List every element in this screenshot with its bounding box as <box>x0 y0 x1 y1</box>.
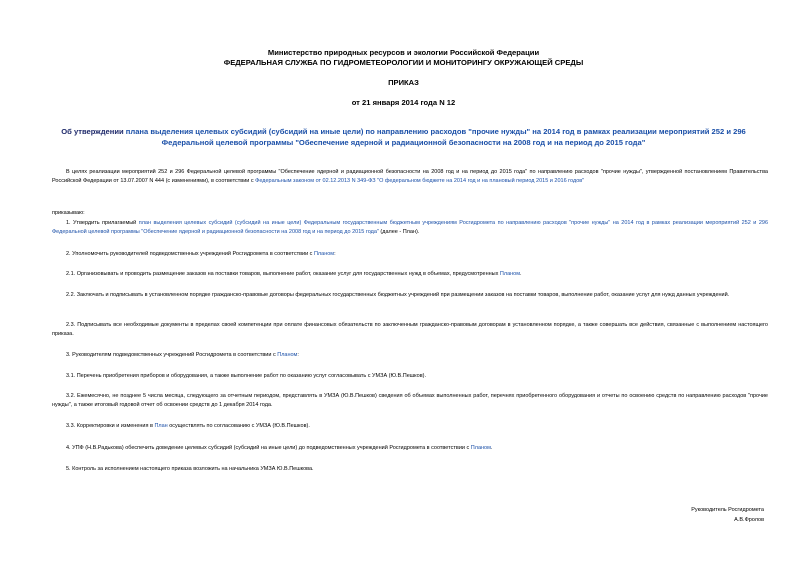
plan-link-2-1[interactable]: Планом <box>499 271 521 277</box>
document-type: ПРИКАЗ <box>388 78 419 87</box>
paragraph-2-1-tail: . <box>520 271 522 277</box>
order-word: приказываю: <box>52 210 85 216</box>
paragraph-1 <box>52 219 768 236</box>
paragraph-3-2: 3.2. Ежемесячно, не позднее 5 числа месяца, следующего за отчетным периодом, представлять в УМЗА (Ю.В.Пешков) сведения об объемах выполненных работ, перечнях приобретенного оборудования и отчеты по освоению средств по направлению расходов "прочие нужды", а также итоговый годовой отчет об освоении средств до 1 декабря 2014 года. <box>52 393 768 408</box>
paragraph-2-3: 2.3. Подписывать все необходимые документы в пределах своей компетенции при оплате финансовых обязательств по заключенным гражданско-правовым договорам в установленном порядке, а также совершать все действия, связанные с выполнением настоящего приказа. <box>52 322 768 337</box>
ministry-name: Министерство природных ресурсов и экологии Российской Федерации <box>267 48 540 57</box>
paragraph-4-tail: . <box>490 445 493 451</box>
paragraph-2-2: 2.2. Заключать и подписывать в установленном порядке гражданско-правовые договоры федеральных государственных бюджетных учреждений при размещении заказов на поставки товаров, выполнение работ, оказание услуг для нужд данных учреждений. <box>66 292 730 298</box>
signature-name: А.В.Фролов <box>734 517 764 523</box>
federal-law-link[interactable]: Федеральным законом от 02.12.2013 N 349-ФЗ "О федеральном бюджете на 2014 год и на плановый период 2015 и 2016 годов" <box>255 177 585 184</box>
paragraph-5: 5. Контроль за исполнением настоящего приказа возложить на начальника УМЗА Ю.В.Пешкова. <box>66 466 314 472</box>
plan-link-2[interactable]: Планом <box>313 251 335 257</box>
paragraph-4 <box>52 444 768 453</box>
paragraph-3 <box>52 351 768 360</box>
paragraph-3-3-tail: осуществлять по согласованию с УМЗА (Ю.В.Пешков). <box>167 423 310 429</box>
intro-text: В целях реализации мероприятий 252 и 296 Федеральной целевой программы "Обеспечение ядерной и радиационной безопасности на 2008 год и на период до 2015 года" по направлению расходов "прочие нужды", утвержденной постановлением Правительства Российской Федерации от 13.07.2007 N 444 (с изменениями), в соответствии с <box>52 169 768 184</box>
title-prefix: Об утверждении <box>61 127 126 136</box>
paragraph-3-3-text: 3.3. Корректировки и изменения в <box>66 423 155 429</box>
paragraph-2-text: 2. Уполномочить руководителей подведомственных учреждений Росгидромета в соответствии с <box>66 251 314 257</box>
signature-position: Руководитель Росгидромета <box>691 507 764 513</box>
paragraph-2 <box>52 250 768 259</box>
paragraph-2-1-text: 2.1. Организовывать и проводить размещение заказов на поставки товаров, выполнение работ, оказание услуг для государственных нужд в объемах, предусмотренных <box>66 271 500 277</box>
plan-link-3-3[interactable]: План <box>154 423 168 429</box>
intro-paragraph <box>52 168 768 185</box>
paragraph-3-tail: : <box>297 352 299 358</box>
plan-link-1[interactable]: план выделения целевых субсидий (субсидий на иные цели) Федеральным государственным бюджетным учреждениям Росгидромета по направлению расходов "прочие нужды" на 2014 год в рамках реализации мероприятий 252 и 296 Федеральной целевой программы "Обеспечение ядерной и радиационной безопасности на 2008 год и на период до 2015 года" <box>52 220 768 235</box>
paragraph-3-1: 3.1. Перечень приобретения приборов и оборудования, а также выполнение работ по оказанию услуг согласовывать с УМЗА (Ю.В.Пешков). <box>66 373 426 379</box>
paragraph-3-text: 3. Руководителям подведомственных учреждений Росгидромета в соответствии с <box>66 352 278 358</box>
paragraph-2-1 <box>52 270 768 279</box>
plan-link-3[interactable]: Планом <box>277 352 298 358</box>
service-name: ФЕДЕРАЛЬНАЯ СЛУЖБА ПО ГИДРОМЕТЕОРОЛОГИИ И МОНИТОРИНГУ ОКРУЖАЮЩЕЙ СРЕДЫ <box>223 58 584 67</box>
document-date: от 21 января 2014 года N 12 <box>351 98 456 107</box>
title-plan-link[interactable]: плана выделения целевых субсидий (субсидий на иные цели) по направлению расходов "прочие нужды" на 2014 год в рамках реализации мероприятий 252 и 296 Федеральной целевой программы "Обеспечение ядерной и радиационной безопасности на 2008 год и на период до 2015 года" <box>125 127 746 147</box>
paragraph-3-3 <box>52 422 768 431</box>
document-title <box>60 126 747 148</box>
paragraph-1-tail: (далее - План). <box>378 228 420 235</box>
paragraph-4-text: 4. УПФ (Н.В.Радькова) обеспечить доведение целевых субсидий (субсидий на иные цели) до подведомственных учреждений Росгидромета в соответствии с <box>66 445 471 451</box>
paragraph-1-text: 1. Утвердить прилагаемый <box>66 220 139 226</box>
plan-link-4[interactable]: Планом <box>470 445 491 451</box>
paragraph-2-tail: : <box>334 251 336 257</box>
